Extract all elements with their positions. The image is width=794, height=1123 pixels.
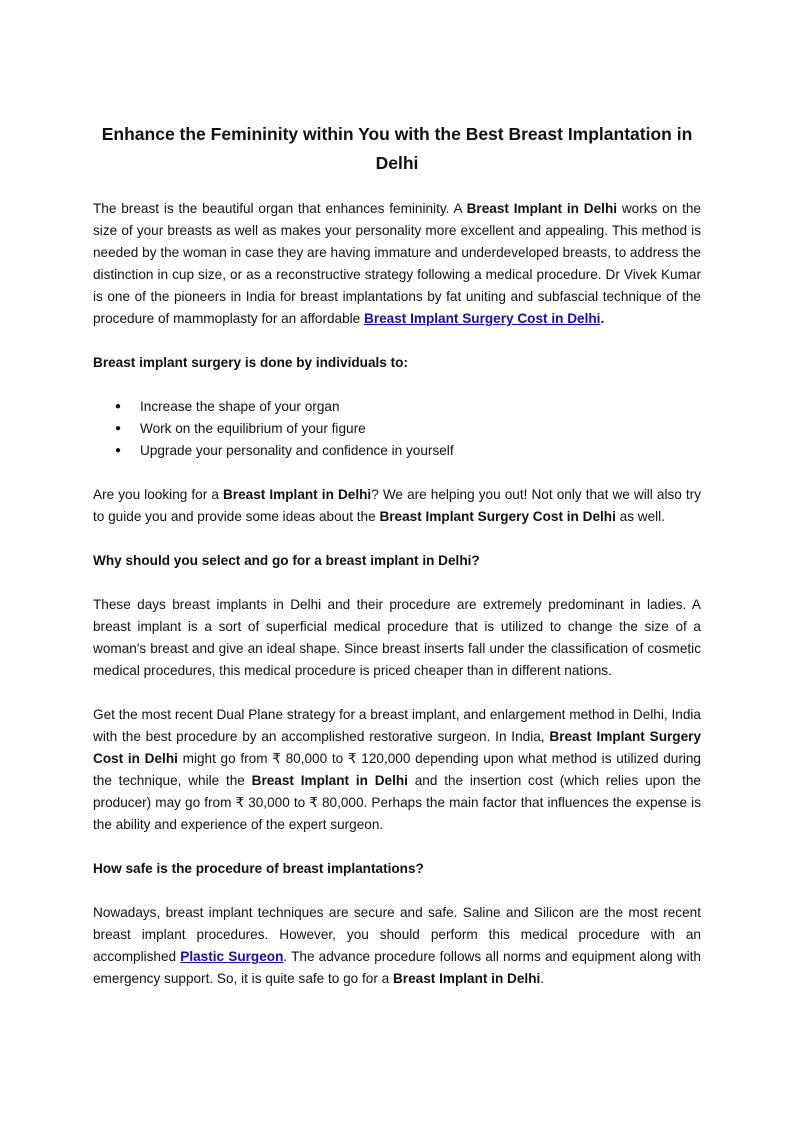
cost-text-3: and the insertion cost (which relies upon the producer) may go from ₹ 30,000 to ₹ 80,000. Perhaps the main factor that influences the expense is the ability and experience of the expert surgeon.	[93, 773, 701, 832]
safety-paragraph	[93, 902, 701, 990]
cost-paragraph	[93, 704, 701, 836]
safety-bold-1: Breast Implant in Delhi	[392, 971, 541, 986]
looking-text-2: ? We are helping you out! Not only that we will also try to guide you and provide some ideas about the	[93, 487, 702, 524]
cost-bold-2: Breast Implant in Delhi	[251, 773, 408, 788]
surgery-cost-link[interactable]: Breast Implant Surgery Cost in Delhi	[364, 311, 601, 326]
cost-text-2: might go from ₹ 80,000 to ₹ 120,000 depending upon what method is utilized during the technique, while the	[93, 751, 701, 788]
intro-bold-keyword: Breast Implant in Delhi	[466, 201, 618, 216]
looking-paragraph	[93, 484, 701, 528]
looking-text-1: Are you looking for a	[93, 487, 223, 502]
list-item: ● Work on the equilibrium of your figure	[93, 418, 701, 440]
document-page	[93, 120, 701, 1012]
safety-text-1: Nowadays, breast implant techniques are secure and safe. Saline and Silicon are the most recent breast implant procedures. However, you should perform this medical procedure with an accomplished	[93, 905, 701, 964]
reasons-list	[93, 396, 701, 462]
safety-text-2: . The advance procedure follows all norms and equipment along with emergency support. So, it is quite safe to go for a	[93, 949, 701, 986]
safety-text-3: .	[540, 971, 545, 986]
looking-text-3: as well.	[615, 509, 665, 524]
section-heading-why: Why should you select and go for a breast implant in Delhi?	[93, 553, 480, 568]
section-heading-reasons: Breast implant surgery is done by individuals to:	[93, 355, 408, 370]
intro-text-2: works on the size of your breasts as well as makes your personality more excellent and appealing. This method is needed by the woman in case they are having immature and underdeveloped breasts, to address the distinction in cup size, or as a reconstructive strategy following a medical procedure. Dr Vivek Kumar is one of the pioneers in India for breast implantations by fat uniting and subfascial technique of the procedure of mammoplasty for an affordable	[93, 201, 701, 326]
section-heading-safety: How safe is the procedure of breast implantations?	[93, 861, 424, 876]
intro-paragraph	[93, 198, 701, 330]
intro-text-1: The breast is the beautiful organ that enhances femininity. A	[93, 201, 467, 216]
list-item: ● Upgrade your personality and confidence in yourself	[93, 440, 701, 462]
cost-bold-1: Breast Implant Surgery Cost in Delhi	[93, 729, 702, 766]
page-title: Enhance the Femininity within You with the Best Breast Implantation in Delhi	[101, 124, 693, 173]
looking-bold-1: Breast Implant in Delhi	[222, 487, 372, 502]
intro-text-3: .	[600, 311, 605, 326]
cost-text-1: Get the most recent Dual Plane strategy for a breast implant, and enlargement method in Delhi, India with the best procedure by an accomplished restorative surgeon. In India,	[93, 707, 701, 744]
list-item: ● Increase the shape of your organ	[93, 396, 701, 418]
looking-bold-2: Breast Implant Surgery Cost in Delhi	[379, 509, 616, 524]
why-paragraph: These days breast implants in Delhi and their procedure are extremely predominant in ladies. A breast implant is a sort of superficial medical procedure that is utilized to change the size of a woman's breast and give an ideal shape. Since breast inserts fall under the classification of cosmetic medical procedures, this medical procedure is priced cheaper than in different nations.	[93, 597, 701, 678]
plastic-surgeon-link[interactable]: Plastic Surgeon	[180, 949, 284, 964]
